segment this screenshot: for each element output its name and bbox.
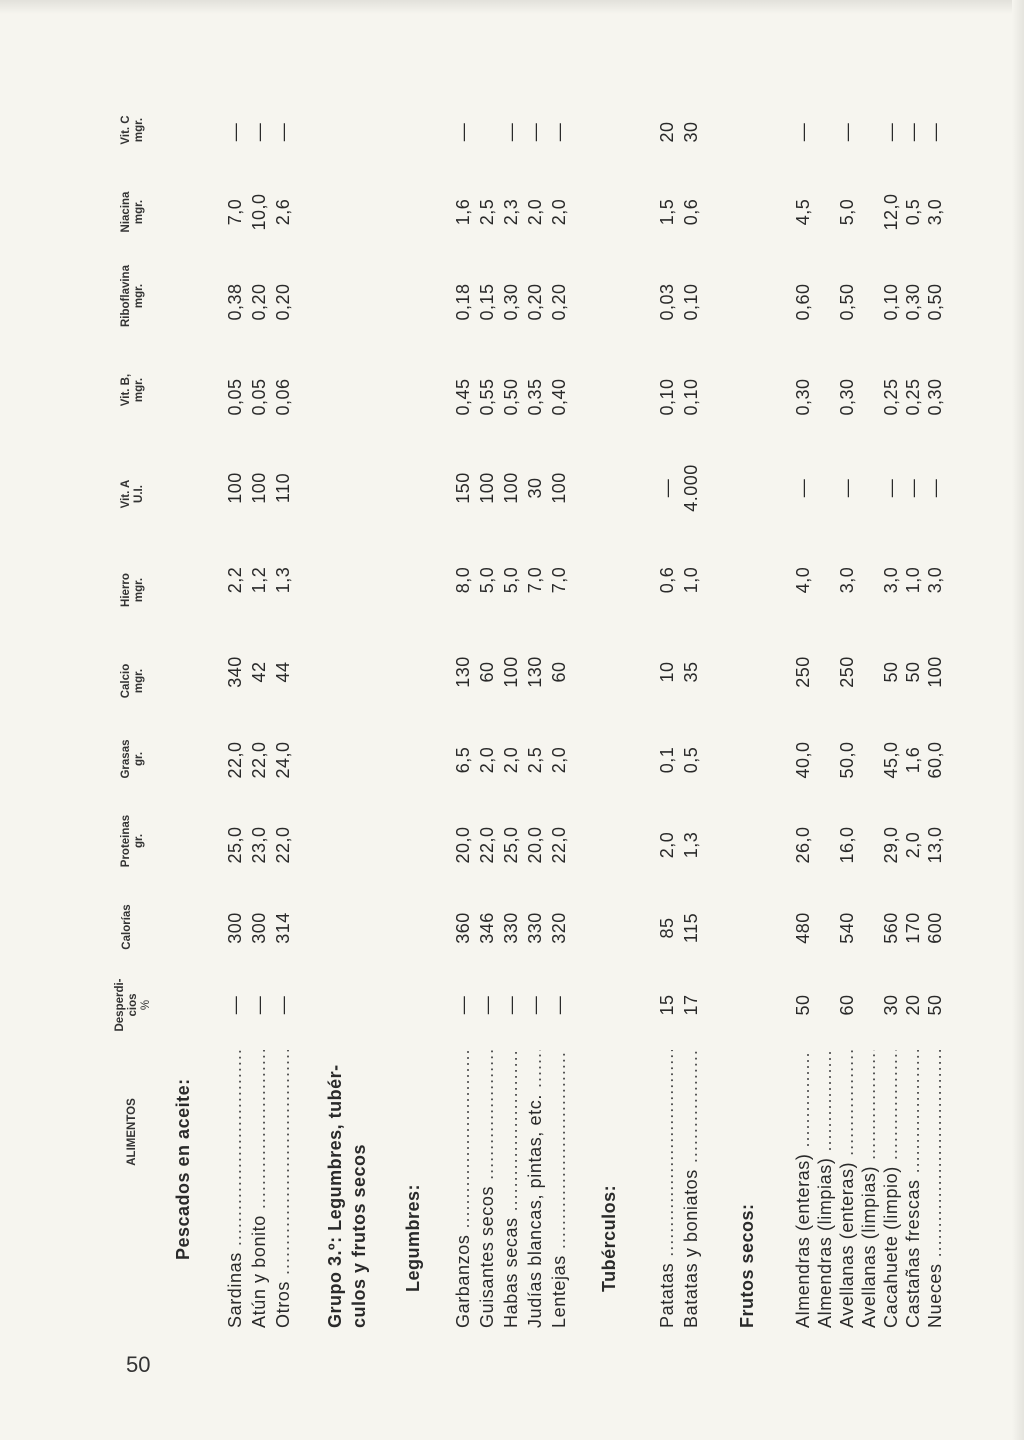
food-name: Atún y bonito ..... bbox=[248, 1050, 270, 1328]
cell-desperdicio: — bbox=[273, 995, 293, 1015]
food-name: Almendras (limpias) ..... bbox=[814, 1050, 836, 1328]
cell-riboflavina: 0,38 bbox=[225, 283, 245, 321]
cell-riboflavina: 0,30 bbox=[903, 283, 923, 321]
food-name: Cacahuete (limpio) ..... bbox=[880, 1050, 902, 1328]
cell-grasas: 1,6 bbox=[903, 746, 923, 774]
cell-calorias: 600 bbox=[925, 912, 945, 944]
header-calcio-line2: mgr. bbox=[133, 668, 145, 694]
header-proteinas-line1: Proteinas bbox=[120, 814, 132, 868]
cell-vit-a: 4.000 bbox=[681, 464, 701, 512]
cell-riboflavina: 0,20 bbox=[273, 283, 293, 321]
cell-grasas: 2,0 bbox=[549, 746, 569, 774]
cell-calorias: 300 bbox=[249, 912, 269, 944]
cell-desperdicio: 60 bbox=[837, 994, 857, 1016]
header-desperdicios-line1: Desperdi- bbox=[114, 978, 126, 1032]
header-riboflavina-line1: Riboflavina bbox=[120, 265, 132, 327]
cell-calcio: 100 bbox=[925, 656, 945, 688]
header-grasas-line2: gr. bbox=[133, 751, 145, 767]
cell-riboflavina: 0,10 bbox=[881, 283, 901, 321]
cell-grasas: 6,5 bbox=[453, 746, 473, 774]
cell-niacina: 0,5 bbox=[903, 198, 923, 226]
cell-vit-c: — bbox=[273, 122, 293, 142]
food-name: Sardinas ..... bbox=[224, 1050, 246, 1328]
cell-grasas: 0,5 bbox=[681, 746, 701, 774]
cell-proteinas: 2,0 bbox=[903, 831, 923, 859]
cell-hierro: 1,0 bbox=[681, 566, 701, 594]
cell-vit-c: — bbox=[881, 122, 901, 142]
row-patatas bbox=[656, 0, 678, 1440]
cell-grasas: 22,0 bbox=[225, 741, 245, 779]
food-name: Batatas y boniatos ..... bbox=[680, 1050, 702, 1328]
cell-niacina: 2,3 bbox=[501, 198, 521, 226]
cell-niacina: 10,0 bbox=[249, 193, 269, 231]
cell-grasas: 2,0 bbox=[501, 746, 521, 774]
row-judias bbox=[524, 0, 546, 1440]
cell-desperdicio: — bbox=[225, 995, 245, 1015]
cell-calcio: 10 bbox=[657, 661, 677, 683]
header-vit-b1-line2: mgr. bbox=[133, 377, 145, 403]
cell-hierro: 1,0 bbox=[903, 566, 923, 594]
cell-vit-b1: 0,30 bbox=[925, 378, 945, 416]
cell-hierro: 8,0 bbox=[453, 566, 473, 594]
cell-niacina: 4,5 bbox=[793, 198, 813, 226]
header-desperdicios-line2: cios bbox=[127, 993, 139, 1017]
cell-proteinas: 23,0 bbox=[249, 826, 269, 864]
row-guisantes bbox=[476, 0, 498, 1440]
row-castanas bbox=[902, 0, 924, 1440]
section-grupo3-line2: culos y frutos secos bbox=[349, 1143, 369, 1328]
food-name: Garbanzos ..... bbox=[452, 1050, 474, 1328]
cell-niacina: 2,0 bbox=[549, 198, 569, 226]
cell-riboflavina: 0,60 bbox=[793, 283, 813, 321]
cell-grasas: 40,0 bbox=[793, 741, 813, 779]
cell-proteinas: 16,0 bbox=[837, 826, 857, 864]
cell-hierro: 3,0 bbox=[925, 566, 945, 594]
cell-vit-a: 100 bbox=[249, 472, 269, 504]
header-proteinas-line2: gr. bbox=[133, 833, 145, 849]
cell-riboflavina: 0,20 bbox=[525, 283, 545, 321]
cell-calorias: 300 bbox=[225, 912, 245, 944]
cell-proteinas: 26,0 bbox=[793, 826, 813, 864]
cell-vit-c: — bbox=[501, 122, 521, 142]
cell-vit-a: — bbox=[903, 478, 923, 498]
cell-riboflavina: 0,18 bbox=[453, 283, 473, 321]
header-riboflavina-line2: mgr. bbox=[133, 283, 145, 309]
cell-vit-b1: 0,30 bbox=[837, 378, 857, 416]
food-name: Lentejas ..... bbox=[548, 1050, 570, 1328]
header-hierro bbox=[120, 550, 146, 630]
cell-calorias: 540 bbox=[837, 912, 857, 944]
cell-calorias: 330 bbox=[525, 912, 545, 944]
cell-desperdicio: — bbox=[453, 995, 473, 1015]
cell-vit-a: 100 bbox=[225, 472, 245, 504]
cell-vit-b1: 0,55 bbox=[477, 378, 497, 416]
cell-vit-c: — bbox=[549, 122, 569, 142]
cell-vit-a: 100 bbox=[477, 472, 497, 504]
cell-proteinas: 1,3 bbox=[681, 831, 701, 859]
row-avellanas-enteras bbox=[836, 0, 858, 1440]
cell-niacina: 0,6 bbox=[681, 198, 701, 226]
header-niacina-line2: mgr. bbox=[133, 199, 145, 225]
cell-vit-c: — bbox=[793, 122, 813, 142]
cell-riboflavina: 0,03 bbox=[657, 283, 677, 321]
cell-riboflavina: 0,20 bbox=[549, 283, 569, 321]
cell-calorias: 320 bbox=[549, 912, 569, 944]
cell-vit-b1: 0,40 bbox=[549, 378, 569, 416]
cell-vit-b1: 0,30 bbox=[793, 378, 813, 416]
cell-calcio: 42 bbox=[249, 661, 269, 683]
cell-calorias: 360 bbox=[453, 912, 473, 944]
cell-vit-b1: 0,35 bbox=[525, 378, 545, 416]
cell-calcio: 100 bbox=[501, 656, 521, 688]
cell-hierro: 7,0 bbox=[549, 566, 569, 594]
cell-riboflavina: 0,30 bbox=[501, 283, 521, 321]
cell-vit-c: — bbox=[925, 122, 945, 142]
cell-niacina: 2,6 bbox=[273, 198, 293, 226]
cell-desperdicio: 50 bbox=[925, 994, 945, 1016]
cell-niacina: 2,5 bbox=[477, 198, 497, 226]
cell-vit-c: 30 bbox=[681, 121, 701, 143]
header-vit-a-line1: Vit. A bbox=[120, 479, 132, 509]
cell-vit-b1: 0,06 bbox=[273, 378, 293, 416]
cell-desperdicio: 50 bbox=[793, 994, 813, 1016]
cell-vit-a: — bbox=[837, 478, 857, 498]
cell-vit-b1: 0,25 bbox=[881, 378, 901, 416]
food-name: Patatas ..... bbox=[656, 1050, 678, 1328]
cell-vit-a: — bbox=[925, 478, 945, 498]
header-vit-a bbox=[120, 454, 146, 534]
cell-vit-b1: 0,10 bbox=[657, 378, 677, 416]
cell-vit-a: 30 bbox=[525, 477, 545, 499]
header-calorias-line1: Calorías bbox=[121, 904, 133, 950]
section-legumbres: Legumbres: bbox=[403, 1183, 423, 1292]
cell-proteinas: 20,0 bbox=[525, 826, 545, 864]
cell-calcio: 35 bbox=[681, 661, 701, 683]
cell-grasas: 45,0 bbox=[881, 741, 901, 779]
cell-vit-c: — bbox=[525, 122, 545, 142]
header-niacina bbox=[120, 172, 146, 252]
cell-vit-a: — bbox=[793, 478, 813, 498]
header-vit-c-line1: Vit. C bbox=[120, 115, 132, 145]
cell-hierro: 1,2 bbox=[249, 566, 269, 594]
cell-calorias: 170 bbox=[903, 912, 923, 944]
cell-desperdicio: — bbox=[549, 995, 569, 1015]
cell-grasas: 22,0 bbox=[249, 741, 269, 779]
header-vit-a-line2: U.I. bbox=[133, 485, 145, 503]
cell-vit-b1: 0,50 bbox=[501, 378, 521, 416]
cell-hierro: 3,0 bbox=[837, 566, 857, 594]
cell-desperdicio: 15 bbox=[657, 994, 677, 1016]
food-name: Guisantes secos ..... bbox=[476, 1050, 498, 1328]
cell-vit-c: — bbox=[903, 122, 923, 142]
cell-riboflavina: 0,15 bbox=[477, 283, 497, 321]
row-otros bbox=[272, 0, 294, 1440]
cell-desperdicio: — bbox=[477, 995, 497, 1015]
header-grasas-line1: Grasas bbox=[120, 739, 132, 779]
cell-calcio: 130 bbox=[525, 656, 545, 688]
cell-calcio: 50 bbox=[903, 661, 923, 683]
header-calcio-line1: Calcio bbox=[120, 663, 132, 699]
cell-grasas: 2,0 bbox=[477, 746, 497, 774]
page-number: 50 bbox=[126, 1352, 151, 1377]
section-grupo3-line1: Grupo 3.º: Legumbres, tubér- bbox=[325, 1064, 345, 1328]
cell-calorias: 85 bbox=[657, 917, 677, 939]
cell-vit-c: — bbox=[453, 122, 473, 142]
cell-vit-c: — bbox=[249, 122, 269, 142]
cell-proteinas: 20,0 bbox=[453, 826, 473, 864]
cell-calorias: 115 bbox=[681, 912, 701, 944]
cell-hierro: 3,0 bbox=[881, 566, 901, 594]
cell-calcio: 44 bbox=[273, 661, 293, 683]
cell-proteinas: 22,0 bbox=[273, 826, 293, 864]
cell-proteinas: 29,0 bbox=[881, 826, 901, 864]
cell-grasas: 60,0 bbox=[925, 741, 945, 779]
header-alimentos: ALIMENTOS bbox=[126, 1098, 138, 1166]
cell-proteinas: 2,0 bbox=[657, 831, 677, 859]
cell-riboflavina: 0,10 bbox=[681, 283, 701, 321]
cell-riboflavina: 0,50 bbox=[925, 283, 945, 321]
cell-hierro: 4,0 bbox=[793, 566, 813, 594]
cell-grasas: 50,0 bbox=[837, 741, 857, 779]
cell-hierro: 5,0 bbox=[477, 566, 497, 594]
cell-vit-b1: 0,10 bbox=[681, 378, 701, 416]
row-almendras-limpias bbox=[814, 0, 836, 1440]
cell-proteinas: 25,0 bbox=[501, 826, 521, 864]
header-calcio bbox=[120, 641, 146, 721]
cell-vit-c: 20 bbox=[657, 121, 677, 143]
cell-hierro: 2,2 bbox=[225, 566, 245, 594]
cell-desperdicio: — bbox=[525, 995, 545, 1015]
header-vit-c-line2: mgr. bbox=[133, 117, 145, 143]
cell-calcio: 250 bbox=[837, 656, 857, 688]
header-desperdicios-line3: % bbox=[140, 999, 152, 1011]
cell-vit-a: — bbox=[881, 478, 901, 498]
header-niacina-line1: Niacina bbox=[120, 191, 132, 233]
cell-desperdicio: — bbox=[501, 995, 521, 1015]
header-calorias bbox=[121, 887, 134, 967]
section-pescados: Pescados en aceite: bbox=[173, 1078, 193, 1260]
cell-calorias: 346 bbox=[477, 912, 497, 944]
header-hierro-line1: Hierro bbox=[120, 573, 132, 607]
food-name: Almendras (enteras) ..... bbox=[792, 1050, 814, 1328]
cell-calorias: 560 bbox=[881, 912, 901, 944]
cell-niacina: 3,0 bbox=[925, 198, 945, 226]
cell-hierro: 0,6 bbox=[657, 566, 677, 594]
header-riboflavina bbox=[120, 251, 146, 341]
cell-hierro: 5,0 bbox=[501, 566, 521, 594]
cell-vit-b1: 0,45 bbox=[453, 378, 473, 416]
header-vit-b1 bbox=[120, 350, 146, 430]
cell-vit-a: 150 bbox=[453, 472, 473, 504]
header-grasas bbox=[120, 719, 146, 799]
row-avellanas-limpias bbox=[858, 0, 880, 1440]
cell-riboflavina: 0,50 bbox=[837, 283, 857, 321]
cell-calcio: 340 bbox=[225, 656, 245, 688]
cell-calorias: 480 bbox=[793, 912, 813, 944]
section-tuberculos: Tubérculos: bbox=[599, 1184, 619, 1292]
cell-proteinas: 22,0 bbox=[549, 826, 569, 864]
food-name: Castañas frescas ..... bbox=[902, 1050, 924, 1328]
food-name: Nueces ..... bbox=[924, 1050, 946, 1328]
food-name: Judías blancas, pintas, etc. ..... bbox=[524, 1050, 546, 1328]
cell-desperdicio: 20 bbox=[903, 994, 923, 1016]
cell-vit-b1: 0,25 bbox=[903, 378, 923, 416]
cell-calcio: 50 bbox=[881, 661, 901, 683]
cell-grasas: 24,0 bbox=[273, 741, 293, 779]
cell-vit-a: 100 bbox=[549, 472, 569, 504]
food-name: Avellanas (limpias) ..... bbox=[858, 1050, 880, 1328]
row-cacahuete bbox=[880, 0, 902, 1440]
cell-vit-a: 100 bbox=[501, 472, 521, 504]
row-garbanzos bbox=[452, 0, 474, 1440]
row-atun-bonito bbox=[248, 0, 270, 1440]
cell-niacina: 12,0 bbox=[881, 193, 901, 231]
cell-proteinas: 22,0 bbox=[477, 826, 497, 864]
row-habas bbox=[500, 0, 522, 1440]
cell-calorias: 330 bbox=[501, 912, 521, 944]
cell-niacina: 1,6 bbox=[453, 198, 473, 226]
food-name: Otros ..... bbox=[272, 1050, 294, 1328]
header-vit-c bbox=[120, 90, 146, 170]
cell-vit-c: — bbox=[837, 122, 857, 142]
cell-calorias: 314 bbox=[273, 912, 293, 944]
row-sardinas bbox=[224, 0, 246, 1440]
cell-desperdicio: — bbox=[249, 995, 269, 1015]
cell-niacina: 1,5 bbox=[657, 198, 677, 226]
cell-riboflavina: 0,20 bbox=[249, 283, 269, 321]
cell-hierro: 7,0 bbox=[525, 566, 545, 594]
cell-grasas: 0,1 bbox=[657, 746, 677, 774]
cell-grasas: 2,5 bbox=[525, 746, 545, 774]
row-lentejas bbox=[548, 0, 570, 1440]
cell-calcio: 60 bbox=[549, 661, 569, 683]
header-desperdicios bbox=[114, 970, 153, 1040]
cell-niacina: 5,0 bbox=[837, 198, 857, 226]
cell-calcio: 130 bbox=[453, 656, 473, 688]
section-frutos: Frutos secos: bbox=[737, 1203, 757, 1328]
cell-vit-a: — bbox=[657, 478, 677, 498]
cell-hierro: 1,3 bbox=[273, 566, 293, 594]
cell-proteinas: 13,0 bbox=[925, 826, 945, 864]
cell-niacina: 7,0 bbox=[225, 198, 245, 226]
row-nueces bbox=[924, 0, 946, 1440]
food-name: Avellanas (enteras) ..... bbox=[836, 1050, 858, 1328]
cell-vit-b1: 0,05 bbox=[225, 378, 245, 416]
food-name: Habas secas ..... bbox=[500, 1050, 522, 1328]
cell-vit-b1: 0,05 bbox=[249, 378, 269, 416]
header-hierro-line2: mgr. bbox=[133, 577, 145, 603]
cell-vit-c: — bbox=[225, 122, 245, 142]
cell-calcio: 250 bbox=[793, 656, 813, 688]
row-almendras-enteras bbox=[792, 0, 814, 1440]
cell-desperdicio: 30 bbox=[881, 994, 901, 1016]
cell-vit-a: 110 bbox=[273, 472, 293, 504]
row-batatas bbox=[680, 0, 702, 1440]
header-proteinas bbox=[120, 801, 146, 881]
cell-proteinas: 25,0 bbox=[225, 826, 245, 864]
header-vit-b1-line1: Vit. B, bbox=[120, 373, 132, 407]
cell-desperdicio: 17 bbox=[681, 994, 701, 1016]
cell-calcio: 60 bbox=[477, 661, 497, 683]
cell-niacina: 2,0 bbox=[525, 198, 545, 226]
